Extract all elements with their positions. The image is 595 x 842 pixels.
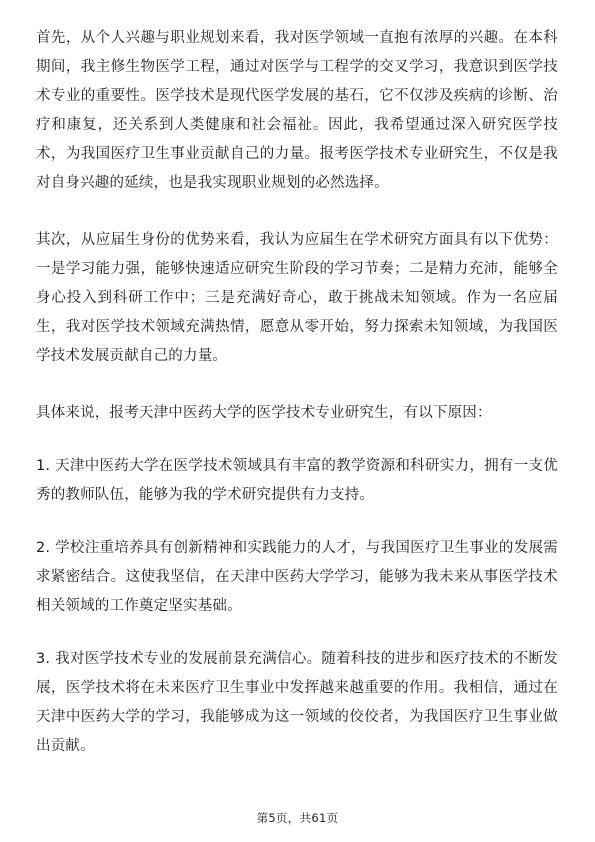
paragraph-reasons-intro: 具体来说，报考天津中医药大学的医学技术专业研究生，有以下原因： xyxy=(36,405,492,421)
document-body xyxy=(36,24,558,761)
paragraph-spacer xyxy=(36,621,558,645)
page-number-footer: 第5页，共61页 xyxy=(256,811,339,825)
paragraph-reason-3: 3. 我对医学技术专业的发展前景充满信心。随着科技的进步和医疗技术的不断发展，医学技术将在未来医疗卫生事业中发挥越来越重要的作用。我相信，通过在天津中医药大学的学习，我能够成为这一领域的佼佼者，为我国医疗卫生事业做出贡献。 xyxy=(36,651,558,754)
paragraph-reason-1: 1. 天津中医药大学在医学技术领域具有丰富的教学资源和科研实力，拥有一支优秀的教师队伍，能够为我的学术研究提供有力支持。 xyxy=(36,458,558,503)
paragraph-spacer xyxy=(36,371,558,399)
paragraph-reason-2: 2. 学校注重培养具有创新精神和实践能力的人才，与我国医疗卫生事业的发展需求紧密结合。这使我坚信，在天津中医药大学学习，能够为我未来从事医学技术相关领域的工作奠定坚实基础。 xyxy=(36,540,558,614)
paragraph-spacer xyxy=(36,428,558,452)
paragraph-spacer xyxy=(36,198,558,226)
paragraph-graduate-advantages: 其次，从应届生身份的优势来看，我认为应届生在学术研究方面具有以下优势：一是学习能力强，能够快速适应研究生阶段的学习节奏；二是精力充沛，能够全身心投入到科研工作中；三是充满好奇心，敢于挑战未知领域。作为一名应届生，我对医学技术领域充满热情，愿意从零开始，努力探索未知领域，为我国医学技术发展贡献自己的力量。 xyxy=(36,232,558,364)
paragraph-interest-career: 首先，从个人兴趣与职业规划来看，我对医学领域一直抱有浓厚的兴趣。在本科期间，我主修生物医学工程，通过对医学与工程学的交叉学习，我意识到医学技术专业的重要性。医学技术是现代医学发展的基石，它不仅涉及疾病的诊断、治疗和康复，还关系到人类健康和社会福祉。因此，我希望通过深入研究医学技术，为我国医疗卫生事业贡献自己的力量。报考医学技术专业研究生，不仅是我对自身兴趣的延续，也是我实现职业规划的必然选择。 xyxy=(36,30,558,191)
paragraph-spacer xyxy=(36,510,558,534)
